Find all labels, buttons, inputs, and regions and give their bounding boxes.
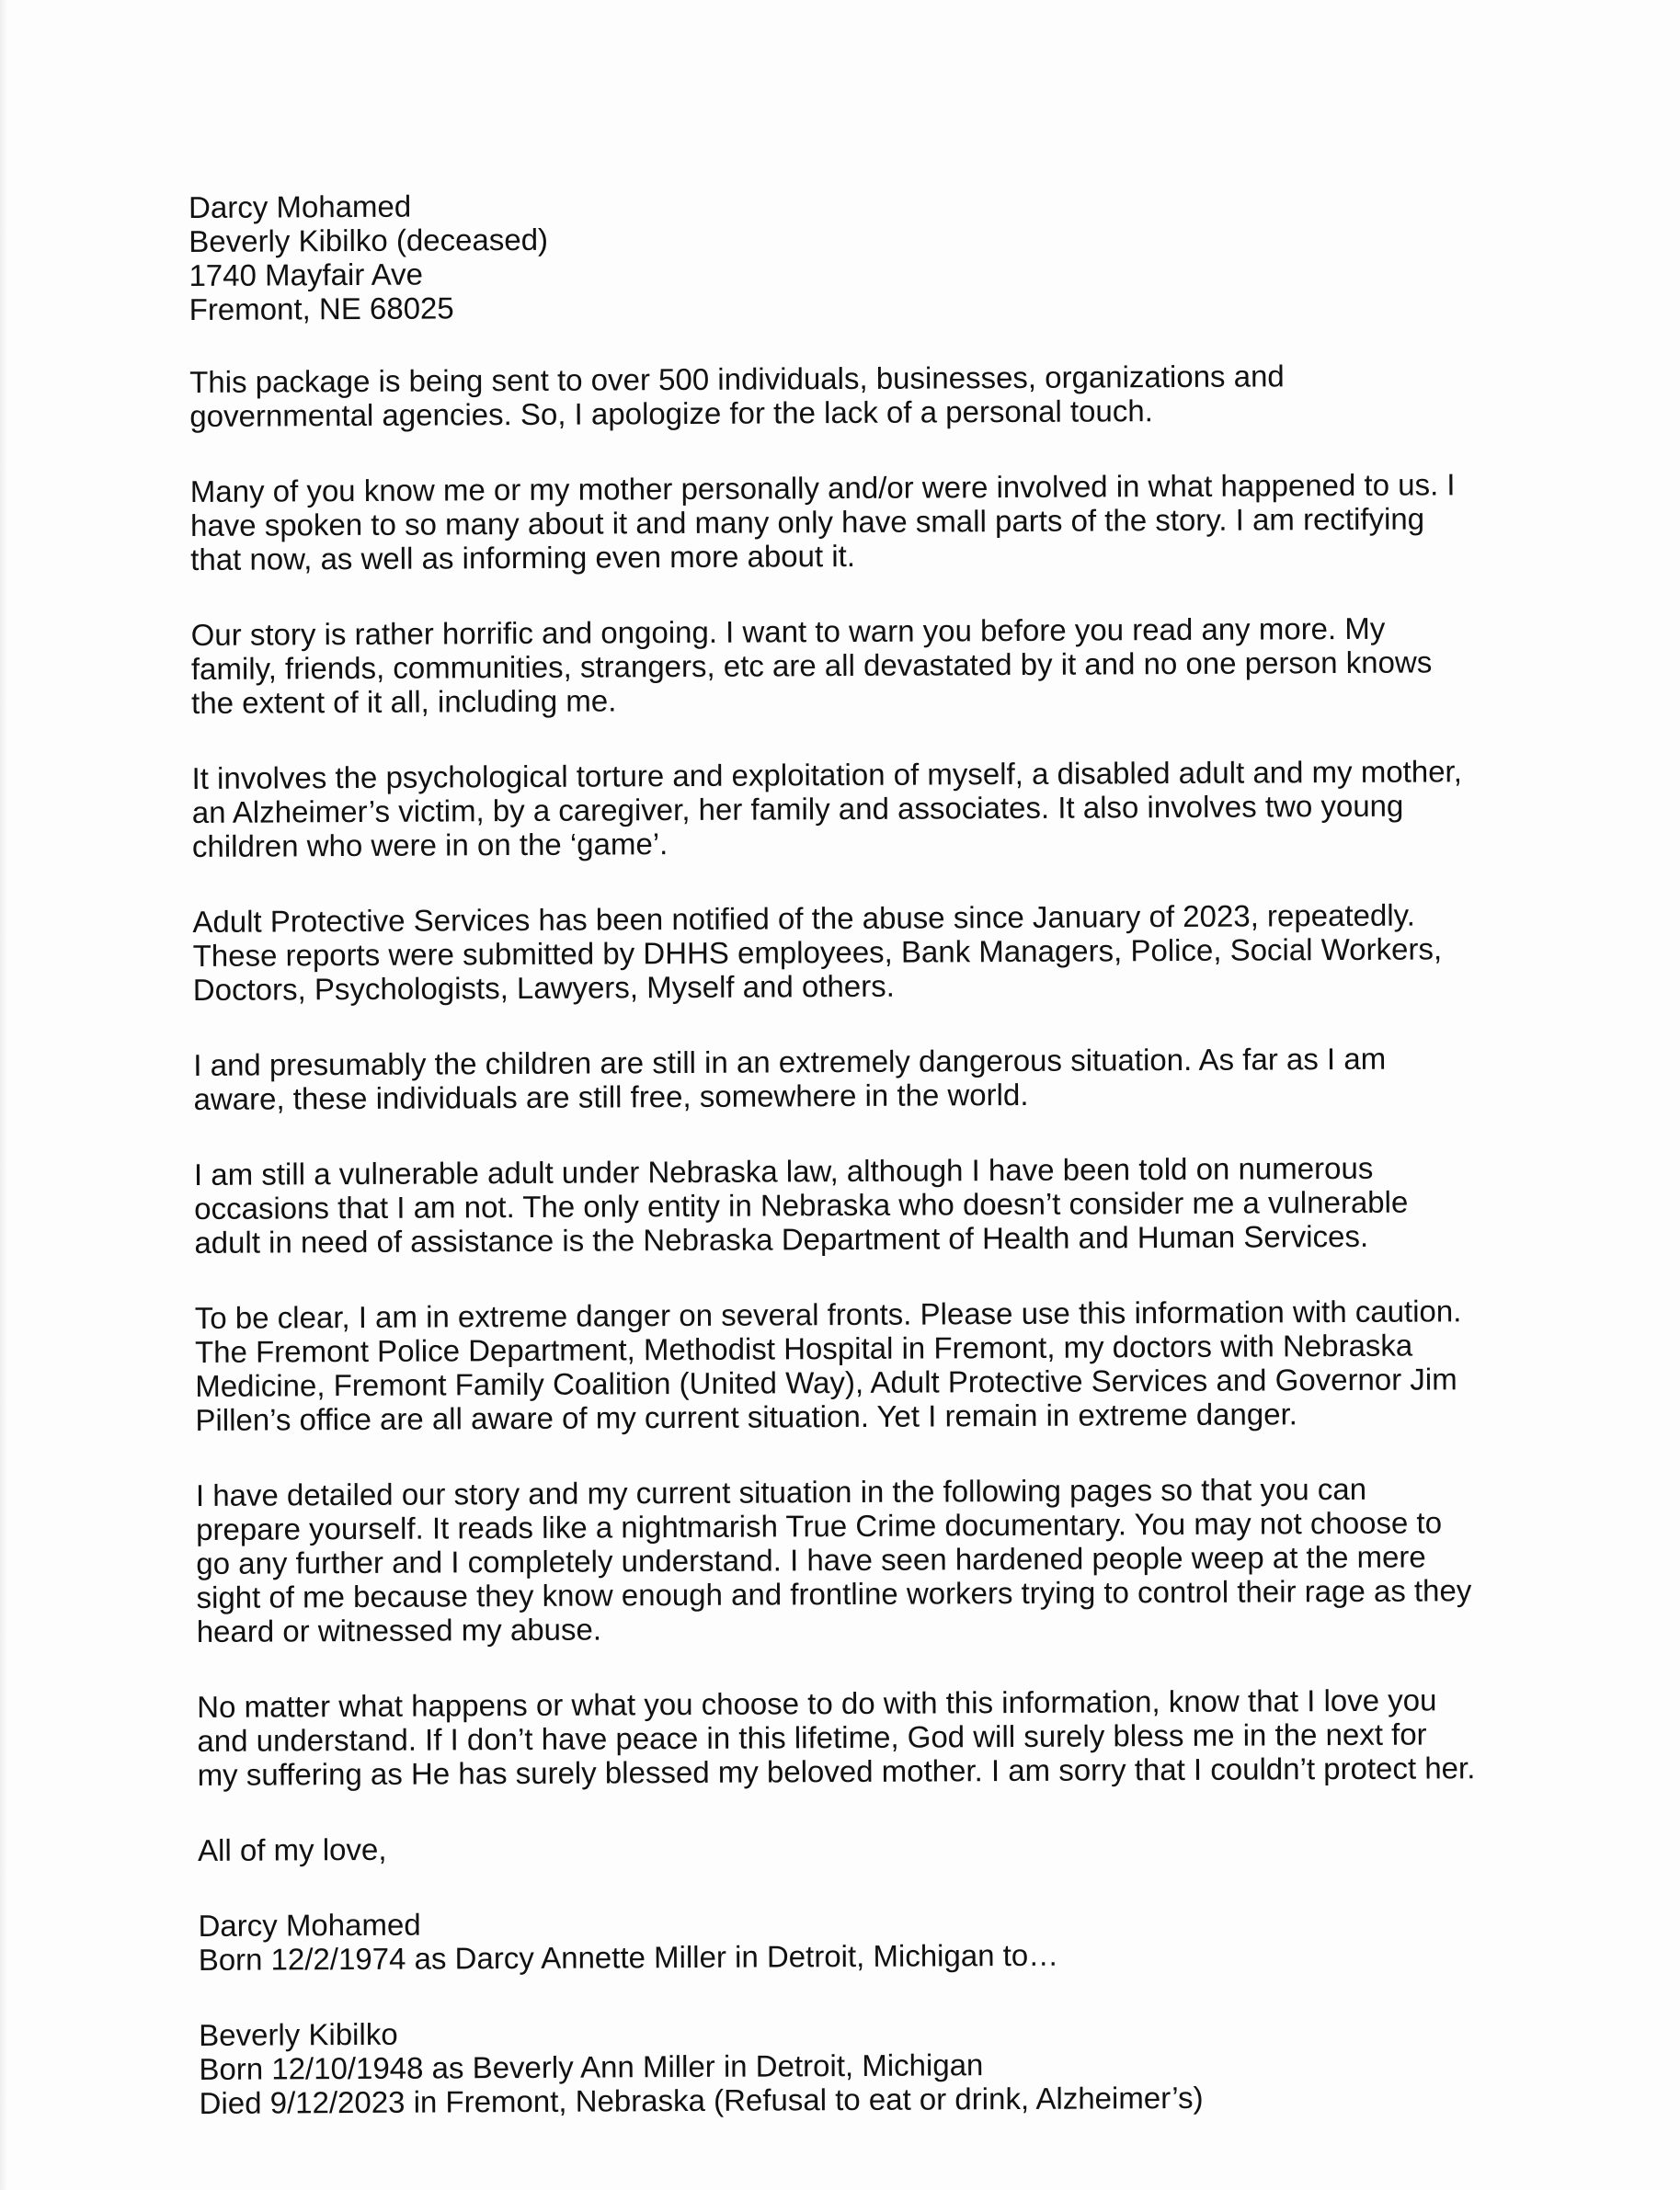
paragraph-line: This package is being sent to over 500 individuals, businesses, organizations and xyxy=(189,359,1285,399)
paragraph-line: These reports were submitted by DHHS employees, Bank Managers, Police, Social Workers, xyxy=(192,931,1443,973)
paragraph-abuse-description xyxy=(191,754,1516,863)
paragraph-extreme-danger xyxy=(195,1294,1520,1437)
paragraph-line: adult in need of assistance is the Nebraska Department of Health and Human Services. xyxy=(194,1218,1369,1260)
paragraph-line: Medicine, Fremont Family Coalition (United Way), Adult Protective Services and Governor Jim xyxy=(195,1362,1457,1403)
sender-name: Darcy Mohamed xyxy=(189,188,412,224)
paragraph-line: my suffering as He has surely blessed my beloved mother. I am sorry that I couldn’t protect her. xyxy=(197,1751,1476,1792)
paragraph-line: Doctors, Psychologists, Lawyers, Myself and others. xyxy=(192,968,895,1007)
paragraph-reports xyxy=(192,897,1517,1007)
sender-co-name: Beverly Kibilko (deceased) xyxy=(189,222,549,258)
paragraph-line: and understand. If I don’t have peace in this lifetime, God will surely bless me in the next for xyxy=(197,1717,1427,1758)
sender-address-block xyxy=(189,183,1514,326)
paragraph-line: Our story is rather horrific and ongoing. I want to warn you before you read any more. My xyxy=(190,610,1386,652)
sender-city-state-zip: Fremont, NE 68025 xyxy=(189,291,454,326)
paragraph-love xyxy=(197,1682,1522,1792)
closing-text: All of my love, xyxy=(197,1831,387,1867)
paragraph-line: I am still a vulnerable adult under Nebraska law, although I have been told on numerous xyxy=(193,1150,1374,1192)
paragraph-line: No matter what happens or what you choose to do with this information, know that I love you xyxy=(197,1682,1437,1724)
paragraph-warning xyxy=(191,610,1516,720)
paragraph-line: Adult Protective Services has been notified of the abuse since January of 2023, repeatedly. xyxy=(192,897,1415,939)
paragraph-line: have spoken to so many about it and many only have small parts of the story. I am rectifying xyxy=(189,501,1425,542)
paragraph-line: occasions that I am not. The only entity in Nebraska who doesn’t consider me a vulnerable xyxy=(194,1184,1409,1226)
paragraph-line: The Fremont Police Department, Methodist Hospital in Fremont, my doctors with Nebraska xyxy=(194,1328,1413,1369)
paragraph-line: Pillen’s office are all aware of my current situation. Yet I remain in extreme danger. xyxy=(195,1397,1297,1437)
signature-darcy xyxy=(198,1901,1522,1977)
paragraph-line: family, friends, communities, strangers, etc are all devastated by it and no one person knows xyxy=(190,644,1433,686)
signature-death: Died 9/12/2023 in Fremont, Nebraska (Refusal to eat or drink, Alzheimer’s) xyxy=(199,2080,1204,2120)
paragraph-line: To be clear, I am in extreme danger on several fronts. Please use this information with caution. xyxy=(194,1294,1462,1335)
paragraph-line: I and presumably the children are still in an extremely dangerous situation. As far as I am xyxy=(193,1041,1387,1082)
paragraph-vulnerable-adult xyxy=(194,1150,1519,1260)
paragraph-involvement xyxy=(190,467,1515,576)
paragraph-line: go any further and I completely understand. I have seen hardened people weep at the mere xyxy=(196,1539,1426,1580)
paragraph-line: aware, these individuals are still free, somewhere in the world. xyxy=(193,1077,1029,1116)
paragraph-line: I have detailed our story and my current situation in the following pages so that you can xyxy=(195,1471,1367,1512)
signature-birth: Born 12/10/1948 as Beverly Ann Miller in Detroit, Michigan xyxy=(199,2047,984,2086)
paragraph-line: heard or witnessed my abuse. xyxy=(196,1612,602,1648)
paragraph-line: Many of you know me or my mother personally and/or were involved in what happened to us. I xyxy=(189,467,1456,508)
closing-salutation xyxy=(198,1826,1522,1867)
paragraph-line: an Alzheimer’s victim, by a caregiver, her family and associates. It also involves two young xyxy=(191,788,1404,829)
sender-street: 1740 Mayfair Ave xyxy=(189,257,424,292)
scan-shadow xyxy=(0,0,7,2190)
signature-name: Beverly Kibilko xyxy=(199,2016,398,2052)
paragraph-line: It involves the psychological torture and exploitation of myself, a disabled adult and my mother, xyxy=(191,754,1462,795)
paragraph-intro xyxy=(189,358,1514,433)
letter-body xyxy=(189,183,1524,2120)
paragraph-line: governmental agencies. So, I apologize for the lack of a personal touch. xyxy=(189,394,1153,433)
paragraph-line: the extent of it all, including me. xyxy=(191,683,617,720)
signature-birth: Born 12/2/1974 as Darcy Annette Miller in Detroit, Michigan to… xyxy=(198,1937,1059,1977)
paragraph-details xyxy=(196,1471,1521,1648)
paragraph-danger xyxy=(193,1041,1517,1116)
signature-beverly xyxy=(199,2011,1524,2120)
paragraph-line: sight of me because they know enough and frontline workers trying to control their rage as they xyxy=(196,1573,1472,1614)
paragraph-line: that now, as well as informing even more about it. xyxy=(190,538,856,576)
paragraph-line: prepare yourself. It reads like a nightmarish True Crime documentary. You may not choose to xyxy=(196,1505,1443,1546)
paragraph-line: children who were in on the ‘game’. xyxy=(191,827,669,863)
signature-name: Darcy Mohamed xyxy=(198,1907,421,1943)
